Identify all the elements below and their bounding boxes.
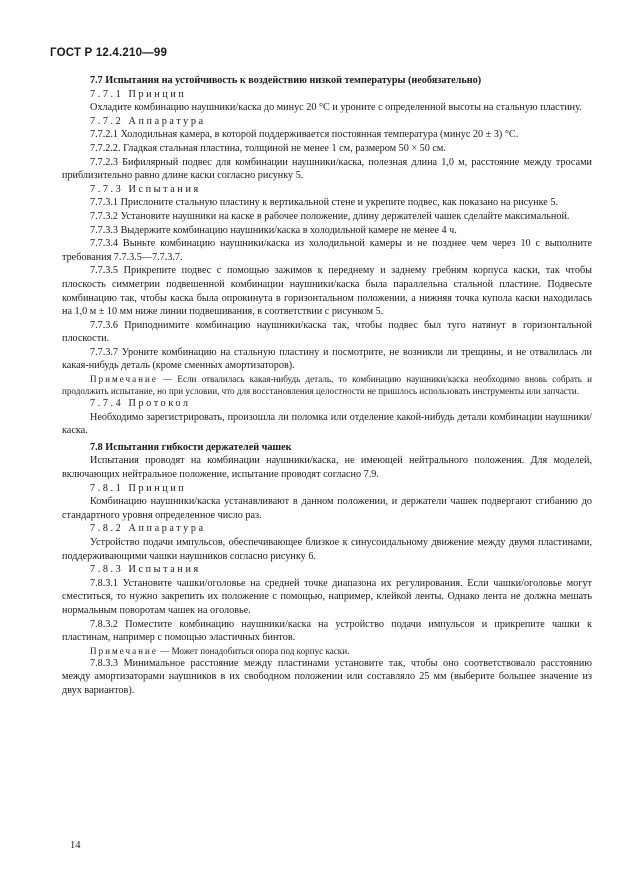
page-content [62, 74, 592, 698]
subsection-7-7-4 [62, 397, 592, 411]
paragraph: 7.7.2.1 Холодильная камера, в которой поддерживается постоянная температура (минус 20 ± 3) °С. [90, 129, 519, 141]
paragraph: Необходимо зарегистрировать, произошла ли поломка или отделение какой-нибудь детали комбинации наушники/каска. [62, 411, 592, 437]
paragraph: 7.7.3.1 Прислоните стальную пластину к вертикальной стене и укрепите подвес, как показано на рисунке 5. [90, 197, 559, 209]
paragraph: 7.7.2.2. Гладкая стальная пластина, толщиной не менее 1 см, размером 50 × 50 см. [90, 142, 446, 154]
paragraph: 7.8.3.1 Установите чашки/оголовье на средней точке диапазона их регулирования. Если чашки/оголовье могут сместиться, то нужно закрепить их положение с помощью, например, клейкой ленты. Однако лента не должна мешать нормальным поворотам чашек на оголовье. [62, 577, 592, 616]
subsection-7-8-1 [62, 482, 592, 496]
subsection-7-7-3 [62, 183, 592, 197]
paragraph: 7.7.3.7 Уроните комбинацию на стальную пластину и посмотрите, не возникли ли трещины, и не отвалилась ли какая-нибудь деталь (кроме сменных амортизаторов). [62, 346, 592, 372]
subsection-7-8-2 [62, 522, 592, 536]
paragraph: Устройство подачи импульсов, обеспечивающее близкое к синусоидальному движение между двумя пластинами, поддерживающими чашки наушников согласно рисунку 6. [62, 537, 592, 562]
heading-text: 7.7.1 Принцип [90, 88, 187, 100]
paragraph: 7.7.3.2 Установите наушники на каске в рабочее положение, длину держателей чашек сделайте максимальной. [90, 210, 570, 222]
paragraph: Испытания проводят на комбинации наушники/каска, не имеющей нейтрального положения. Для моделей, включающих нейтральное положение, испытание проводят согласно 7.9. [62, 455, 592, 481]
paragraph: 7.8.3.3 Минимальное расстояние между пластинами установите так, чтобы оно соответствовало расстоянию между амортизаторами наушников в их свободном положении или составляло 25 мм (выберите большее значение из двух вариантов). [62, 657, 592, 696]
heading-text: 7.8.3 Испытания [90, 564, 201, 576]
heading-text: 7.8.1 Принцип [90, 482, 187, 494]
page-header: ГОСТ Р 12.4.210—99 [50, 47, 168, 59]
subsection-7-8-3 [62, 563, 592, 577]
section-7-8-title: 7.8 Испытания гибкости держателей чашек [90, 441, 292, 453]
note-text: — Может понадобиться опора под корпус каски. [157, 645, 350, 656]
subsection-7-7-2 [62, 115, 592, 129]
note-label: Примечание [90, 374, 158, 385]
note [62, 373, 592, 397]
paragraph: 7.7.3.3 Выдержите комбинацию наушники/каска в холодильной камере не менее 4 ч. [90, 224, 457, 236]
page-number: 14 [70, 840, 81, 851]
paragraph: 7.7.2.3 Бифилярный подвес для комбинации наушники/каска, полезная длина 1,0 м, расстояние между тросами приблизительно равно длине каски согласно рисунку 5. [62, 156, 592, 182]
heading-text: 7.7.3 Испытания [90, 183, 201, 195]
paragraph: 7.7.3.6 Приподнимите комбинацию наушники/каска так, чтобы подвес был туго натянут в горизонтальной плоскости. [62, 319, 592, 345]
subsection-7-7-1 [62, 88, 592, 102]
paragraph: 7.8.3.2 Поместите комбинацию наушники/каска на устройство подачи импульсов и прикрепите чашки к пластинам, например с помощью эластичных бинтов. [62, 618, 592, 644]
note-text: — Если отвалилась какая-нибудь деталь, то комбинацию наушники/каска необходимо вновь собрать и продолжить испытание, но при условии, что для восстановления целостности не пришлось использовать инструменты или запчасти. [62, 374, 592, 397]
note [62, 645, 592, 657]
paragraph: Охладите комбинацию наушники/каска до минус 20 °С и уроните с определенной высоты на стальную пластину. [90, 102, 582, 114]
section-7-7-title: 7.7 Испытания на устойчивость к воздействию низкой температуры (необязательно) [90, 75, 482, 86]
heading-text: 7.7.4 Протокол [90, 398, 191, 410]
note-label: Примечание [90, 645, 158, 656]
paragraph: Комбинацию наушники/каска устанавливают в данном положении, и держатели чашек подвергают сгибанию до стандартного уровня определенное число раз. [62, 496, 592, 521]
paragraph: 7.7.3.5 Прикрепите подвес с помощью зажимов к переднему и заднему гребням корпуса каски, так чтобы плоскость симметрии подвешенной комбинации наушники/каска была параллельна стальной пластине. Подвесьте комбинацию так, чтобы каска была опрокинута в горизонтальном положении, а нижняя точка купола каски находилась на 1,0 м ± 10 мм ниже линии подвешивания, в соответствии с рисунком 5. [62, 265, 592, 318]
paragraph: 7.7.3.4 Выньте комбинацию наушники/каска из холодильной камеры и не позднее чем через 10 с выполните требования 7.7.3.5—7.7.3.7. [62, 238, 592, 263]
heading-text: 7.8.2 Аппаратура [90, 523, 206, 535]
heading-text: 7.7.2 Аппаратура [90, 115, 206, 127]
